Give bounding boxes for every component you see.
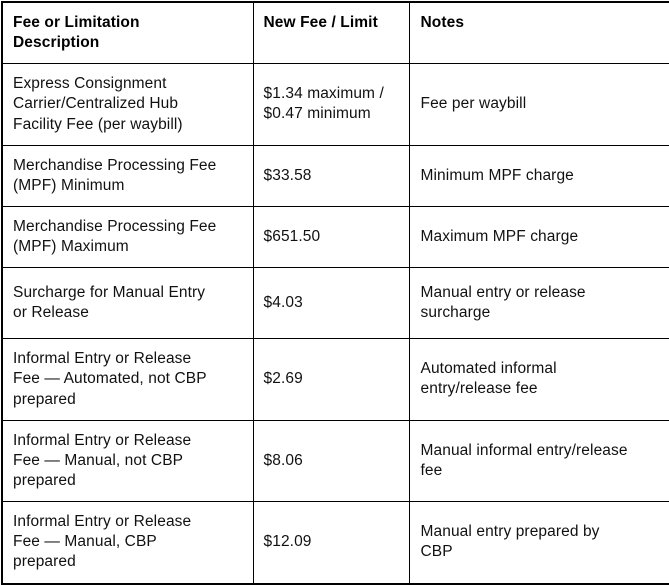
cell-fee: $651.50 xyxy=(253,206,409,267)
cell-description: Informal Entry or Release Fee — Manual, CBP prepared xyxy=(2,502,253,584)
cell-description: Informal Entry or Release Fee — Automated, not CBP prepared xyxy=(2,339,253,420)
cell-fee: $4.03 xyxy=(253,268,409,339)
cell-description: Surcharge for Manual Entry or Release xyxy=(2,268,253,339)
cell-description: Merchandise Processing Fee (MPF) Maximum xyxy=(2,206,253,267)
table-row xyxy=(2,339,669,420)
table-row xyxy=(2,206,669,267)
cell-fee: $12.09 xyxy=(253,502,409,584)
fee-table-header xyxy=(2,2,669,64)
cell-notes: Maximum MPF charge xyxy=(409,206,669,267)
table-row xyxy=(2,145,669,206)
cell-description: Express Consignment Carrier/Centralized Hub Facility Fee (per waybill) xyxy=(2,64,253,145)
column-header-notes: Notes xyxy=(409,2,669,64)
cell-fee: $33.58 xyxy=(253,145,409,206)
cell-notes: Minimum MPF charge xyxy=(409,145,669,206)
cell-description: Merchandise Processing Fee (MPF) Minimum xyxy=(2,145,253,206)
table-row xyxy=(2,420,669,501)
cell-fee: $1.34 maximum / $0.47 minimum xyxy=(253,64,409,145)
table-row xyxy=(2,268,669,339)
cell-notes: Manual entry prepared by CBP xyxy=(409,502,669,584)
table-row xyxy=(2,502,669,584)
column-header-description: Fee or Limitation Description xyxy=(2,2,253,64)
cell-fee: $8.06 xyxy=(253,420,409,501)
cell-notes: Fee per waybill xyxy=(409,64,669,145)
cell-notes: Automated informal entry/release fee xyxy=(409,339,669,420)
cell-notes: Manual entry or release surcharge xyxy=(409,268,669,339)
fee-table-body xyxy=(2,64,669,584)
cell-description: Informal Entry or Release Fee — Manual, not CBP prepared xyxy=(2,420,253,501)
cell-notes: Manual informal entry/release fee xyxy=(409,420,669,501)
column-header-new-fee-limit: New Fee / Limit xyxy=(253,2,409,64)
table-row xyxy=(2,64,669,145)
header-row xyxy=(2,2,669,64)
fee-table xyxy=(1,1,669,585)
cell-fee: $2.69 xyxy=(253,339,409,420)
